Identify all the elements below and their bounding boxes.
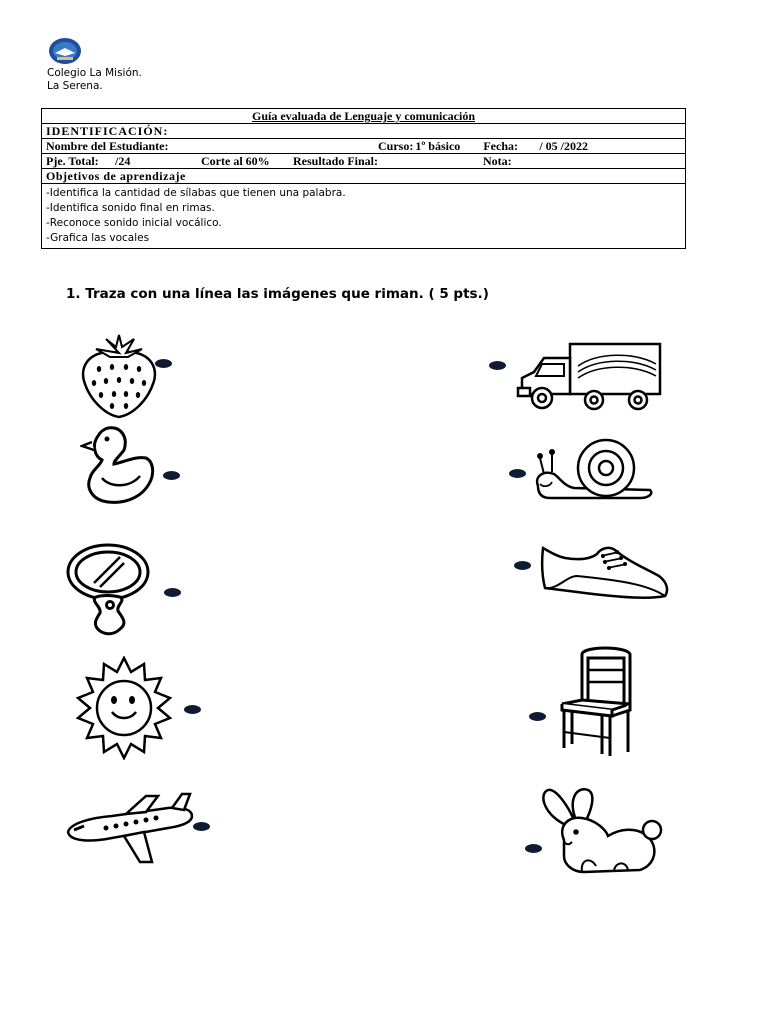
cutoff-label: Corte al 60% [201,154,270,168]
total-value: /24 [115,154,131,168]
strawberry-icon [74,333,164,426]
objective-item: -Reconoce sonido inicial vocálico. [46,217,222,229]
snail-icon [530,436,658,507]
rabbit-icon [534,786,664,887]
airplane-icon [64,790,196,875]
course-value: 1º básico [415,139,461,153]
student-label: Nombre del Estudiante: [46,139,169,153]
question-text: 1. Traza con una línea las imágenes que riman. ( 5 pts.) [66,286,489,302]
objective-item: -Identifica sonido final en rimas. [46,202,215,214]
objectives-list [42,184,686,249]
match-dot[interactable] [155,359,172,368]
match-dot[interactable] [184,705,201,714]
shoe-icon [537,536,671,611]
duck-icon [80,422,162,515]
objective-item: -Grafica las vocales [46,232,150,244]
identificacion-label: IDENTIFICACIÓN: [42,124,686,139]
date-label: Fecha: [483,139,518,153]
school-name: Colegio La Misión. [47,67,142,79]
course-label: Curso: [378,139,414,153]
objective-item: -Identifica la cantidad de sílabas que tienen una palabra. [46,187,346,199]
total-label: Pje. Total: [46,154,99,168]
school-header [47,67,142,93]
match-dot[interactable] [163,471,180,480]
match-dot[interactable] [529,712,546,721]
student-row [42,139,686,154]
match-dot[interactable] [489,361,506,370]
match-dot[interactable] [193,822,210,831]
result-label: Resultado Final: [293,154,379,168]
mirror-icon [60,539,170,644]
grade-label: Nota: [483,154,512,168]
date-value: / 05 /2022 [539,139,589,153]
score-row [42,154,686,169]
school-logo-icon [47,36,83,66]
identification-table [41,108,686,249]
sun-icon [72,656,176,765]
school-city: La Serena. [47,80,103,92]
match-dot[interactable] [164,588,181,597]
guide-title: Guía evaluada de Lenguaje y comunicación [42,109,686,124]
truck-icon [514,338,664,417]
objectives-header: Objetivos de aprendizaje [42,169,686,184]
chair-icon [554,644,638,765]
match-dot[interactable] [509,469,526,478]
match-dot[interactable] [514,561,531,570]
